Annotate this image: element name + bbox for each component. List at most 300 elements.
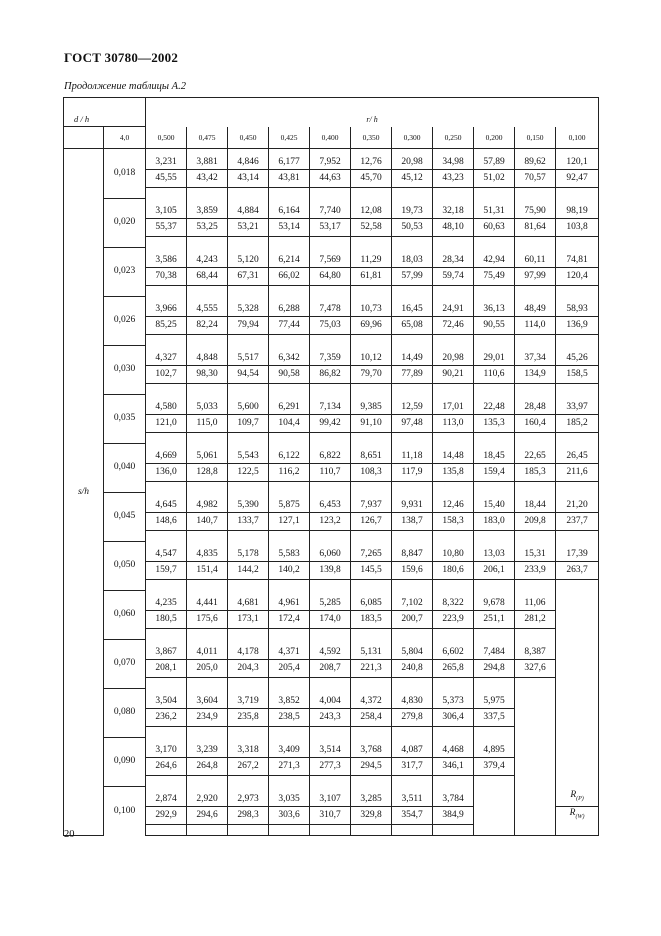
cell-rp: 5,517 (228, 345, 269, 366)
cell-rw: 183,0 (474, 513, 515, 531)
cell-rw: 60,63 (474, 219, 515, 237)
cell-rw: 86,82 (310, 366, 351, 384)
cell-rp: 10,12 (351, 345, 392, 366)
cell-rp: 2,973 (228, 786, 269, 807)
cell-gap (228, 286, 269, 297)
cell-rw: 206,1 (474, 562, 515, 580)
cell-gap (310, 531, 351, 542)
column-header: 0,475 (187, 127, 228, 149)
cell-rw: 205,0 (187, 660, 228, 678)
cell-rp: 4,848 (187, 345, 228, 366)
cell-rp: 89,62 (515, 149, 556, 170)
cell-rp: 29,01 (474, 345, 515, 366)
cell-rp: 14,49 (392, 345, 433, 366)
cell-gap (228, 580, 269, 591)
cell-rw: 81,64 (515, 219, 556, 237)
cell-rw: 159,6 (392, 562, 433, 580)
cell-rw: 211,6 (556, 464, 599, 482)
cell-rp: 3,881 (187, 149, 228, 170)
cell-rp: 16,45 (392, 296, 433, 317)
cell-gap (556, 776, 599, 787)
cell-rp: 12,08 (351, 198, 392, 219)
cell-gap (474, 629, 515, 640)
cell-gap (515, 286, 556, 297)
cell-rp: 24,91 (433, 296, 474, 317)
cell-rp: 8,322 (433, 590, 474, 611)
cell-rw: 70,38 (146, 268, 187, 286)
cell-gap (310, 580, 351, 591)
cell-gap (187, 237, 228, 248)
cell-rw: 99,42 (310, 415, 351, 433)
cell-rp: 5,328 (228, 296, 269, 317)
cell-rw (474, 807, 515, 825)
table-row (64, 149, 599, 170)
cell-gap (392, 433, 433, 444)
table-row (64, 737, 599, 758)
cell-gap (556, 531, 599, 542)
column-header: 0,300 (392, 127, 433, 149)
cell-gap (187, 188, 228, 199)
cell-rw: 172,4 (269, 611, 310, 629)
cell-rw: 264,8 (187, 758, 228, 776)
cell-gap (392, 531, 433, 542)
cell-rw: 97,99 (515, 268, 556, 286)
cell-gap (146, 335, 187, 346)
cell-gap (146, 678, 187, 689)
cell-gap (310, 433, 351, 444)
cell-gap (556, 629, 599, 640)
cell-rp: 8,651 (351, 443, 392, 464)
cell-rp: 4,592 (310, 639, 351, 660)
cell-gap (228, 727, 269, 738)
cell-gap (310, 384, 351, 395)
cell-rw: 180,5 (146, 611, 187, 629)
cell-rw: 109,7 (228, 415, 269, 433)
dh-value: 0,040 (104, 443, 146, 492)
cell-rw: 159,7 (146, 562, 187, 580)
cell-gap (515, 678, 556, 689)
cell-rw: 310,7 (310, 807, 351, 825)
cell-gap (269, 286, 310, 297)
cell-rp: 33,97 (556, 394, 599, 415)
cell-gap (515, 188, 556, 199)
cell-rw: 379,4 (474, 758, 515, 776)
cell-rp: 9,678 (474, 590, 515, 611)
cell-rp: 3,239 (187, 737, 228, 758)
cell-rp: 3,107 (310, 786, 351, 807)
cell-rw: 115,0 (187, 415, 228, 433)
cell-rw: 102,7 (146, 366, 187, 384)
cell-rp: 22,48 (474, 394, 515, 415)
cell-rw: 79,94 (228, 317, 269, 335)
cell-gap (433, 678, 474, 689)
cell-rw: 113,0 (433, 415, 474, 433)
cell-rw: 110,6 (474, 366, 515, 384)
cell-gap (392, 580, 433, 591)
cell-rw: 175,6 (187, 611, 228, 629)
cell-rw: 61,81 (351, 268, 392, 286)
cell-gap (228, 629, 269, 640)
cell-rw: 65,08 (392, 317, 433, 335)
cell-rp: 7,740 (310, 198, 351, 219)
cell-rp: 7,359 (310, 345, 351, 366)
cell-gap (556, 286, 599, 297)
cell-gap (515, 629, 556, 640)
cell-rp: 6,122 (269, 443, 310, 464)
dh-value: 0,070 (104, 639, 146, 688)
cell-gap (269, 188, 310, 199)
cell-rp: 7,265 (351, 541, 392, 562)
cell-gap (228, 482, 269, 493)
cell-rw: 117,9 (392, 464, 433, 482)
cell-rp: 4,235 (146, 590, 187, 611)
cell-gap (269, 482, 310, 493)
cell-rw: 104,4 (269, 415, 310, 433)
rh-label: r/ h (366, 114, 378, 124)
cell-gap (187, 776, 228, 787)
cell-rw: 185,2 (556, 415, 599, 433)
cell-gap (310, 776, 351, 787)
cell-rp: 98,19 (556, 198, 599, 219)
cell-rp: 6,177 (269, 149, 310, 170)
cell-rw: 329,8 (351, 807, 392, 825)
dh-value: 0,080 (104, 688, 146, 737)
cell-gap (474, 237, 515, 248)
cell-gap (351, 580, 392, 591)
cell-rw: 90,58 (269, 366, 310, 384)
cell-rw: 140,2 (269, 562, 310, 580)
cell-rp: 7,484 (474, 639, 515, 660)
cell-gap (433, 188, 474, 199)
cell-rw: 294,5 (351, 758, 392, 776)
cell-rp: 4,555 (187, 296, 228, 317)
cell-gap (269, 629, 310, 640)
cell-rp: 8,387 (515, 639, 556, 660)
cell-rp: 3,784 (433, 786, 474, 807)
column-header: 0,350 (351, 127, 392, 149)
cell-rp: 3,409 (269, 737, 310, 758)
cell-rw: 85,25 (146, 317, 187, 335)
cell-rw: 138,7 (392, 513, 433, 531)
cell-rw: 92,47 (556, 170, 599, 188)
cell-rp: 5,975 (474, 688, 515, 709)
cell-gap (269, 727, 310, 738)
cell-gap (310, 286, 351, 297)
cell-gap (392, 825, 433, 836)
cell-gap (556, 384, 599, 395)
cell-rw: 145,5 (351, 562, 392, 580)
column-header: 0,450 (228, 127, 269, 149)
table-row (64, 345, 599, 366)
cell-rp: 5,373 (433, 688, 474, 709)
cell-rw: 223,9 (433, 611, 474, 629)
cell-rw: 292,9 (146, 807, 187, 825)
cell-rw: 136,0 (146, 464, 187, 482)
cell-rp: 5,583 (269, 541, 310, 562)
cell-rp: 17,01 (433, 394, 474, 415)
cell-gap (269, 825, 310, 836)
cell-gap (392, 188, 433, 199)
cell-rp: 3,511 (392, 786, 433, 807)
cell-rw: 160,4 (515, 415, 556, 433)
cell-rw: 237,7 (556, 513, 599, 531)
cell-rw: 279,8 (392, 709, 433, 727)
cell-rp: 3,318 (228, 737, 269, 758)
cell-gap (556, 237, 599, 248)
cell-gap (146, 580, 187, 591)
cell-rp (474, 786, 515, 807)
cell-rp: 3,852 (269, 688, 310, 709)
legend-rw: $R_{(W)}$ (569, 808, 585, 821)
cell-rp: 15,40 (474, 492, 515, 513)
cell-gap (269, 531, 310, 542)
cell-rw: 43,42 (187, 170, 228, 188)
cell-gap (392, 384, 433, 395)
cell-gap (433, 286, 474, 297)
cell-rp: 10,80 (433, 541, 474, 562)
cell-gap (310, 237, 351, 248)
cell-rp: 4,884 (228, 198, 269, 219)
cell-rw: 144,2 (228, 562, 269, 580)
cell-rp: 4,669 (146, 443, 187, 464)
cell-rp: 34,98 (433, 149, 474, 170)
cell-gap (556, 727, 599, 738)
cell-gap (351, 629, 392, 640)
column-header: 0,425 (269, 127, 310, 149)
cell-gap (392, 237, 433, 248)
cell-rp: 6,602 (433, 639, 474, 660)
cell-gap (474, 433, 515, 444)
cell-rw: 128,8 (187, 464, 228, 482)
cell-rw: 123,2 (310, 513, 351, 531)
cell-gap (556, 825, 599, 836)
table-row (64, 492, 599, 513)
cell-rp (515, 688, 556, 709)
cell-gap (310, 335, 351, 346)
column-header: 0,500 (146, 127, 187, 149)
cell-rp: 3,768 (351, 737, 392, 758)
cell-gap (515, 825, 556, 836)
cell-rp: 4,011 (187, 639, 228, 660)
cell-rw: 298,3 (228, 807, 269, 825)
cell-rw: 337,5 (474, 709, 515, 727)
cell-rp: 6,288 (269, 296, 310, 317)
cell-rw: 122,5 (228, 464, 269, 482)
cell-rp (556, 590, 599, 611)
cell-rp: 5,061 (187, 443, 228, 464)
cell-rp: 7,102 (392, 590, 433, 611)
cell-rw: 75,49 (474, 268, 515, 286)
rh-header (146, 98, 599, 127)
cell-gap (187, 482, 228, 493)
cell-rp: 4,004 (310, 688, 351, 709)
cell-gap (474, 384, 515, 395)
cell-rp: 4,441 (187, 590, 228, 611)
cell-gap (474, 776, 515, 787)
cell-rw: 258,4 (351, 709, 392, 727)
cell-rp: 4,468 (433, 737, 474, 758)
cell-rw: 43,14 (228, 170, 269, 188)
cell-rw: 94,54 (228, 366, 269, 384)
cell-rw: 59,74 (433, 268, 474, 286)
cell-rw: 66,02 (269, 268, 310, 286)
cell-rw: 67,31 (228, 268, 269, 286)
table-row (64, 198, 599, 219)
cell-rp (556, 737, 599, 758)
cell-rw: 294,8 (474, 660, 515, 678)
cell-rw: 251,1 (474, 611, 515, 629)
cell-gap (228, 531, 269, 542)
cell-rw: 267,2 (228, 758, 269, 776)
column-header: 0,400 (310, 127, 351, 149)
cell-rw: 55,37 (146, 219, 187, 237)
cell-gap (474, 286, 515, 297)
cell-rp: 36,13 (474, 296, 515, 317)
cell-gap (433, 482, 474, 493)
cell-gap (269, 433, 310, 444)
cell-gap (392, 629, 433, 640)
table-row (64, 296, 599, 317)
cell-gap (556, 188, 599, 199)
cell-rp: 7,134 (310, 394, 351, 415)
cell-gap (269, 237, 310, 248)
cell-rp: 75,90 (515, 198, 556, 219)
cell-gap (515, 531, 556, 542)
cell-rw: 68,44 (187, 268, 228, 286)
cell-rw: 235,8 (228, 709, 269, 727)
cell-rw: 185,3 (515, 464, 556, 482)
cell-rp: 9,931 (392, 492, 433, 513)
cell-rp: 4,547 (146, 541, 187, 562)
cell-rp: 4,681 (228, 590, 269, 611)
cell-rp: 18,03 (392, 247, 433, 268)
cell-rw: 271,3 (269, 758, 310, 776)
cell-rp: 9,385 (351, 394, 392, 415)
dh-value: 0,100 (104, 786, 146, 836)
cell-rw: 238,5 (269, 709, 310, 727)
cell-rw: 183,5 (351, 611, 392, 629)
table-row (64, 590, 599, 611)
table-row (64, 786, 599, 807)
cell-rp: 120,1 (556, 149, 599, 170)
cell-gap (187, 433, 228, 444)
cell-rw: 77,44 (269, 317, 310, 335)
cell-gap (228, 678, 269, 689)
cell-rw: 174,0 (310, 611, 351, 629)
cell-rp: 12,76 (351, 149, 392, 170)
cell-rp: 3,586 (146, 247, 187, 268)
cell-rp: 18,44 (515, 492, 556, 513)
cell-gap (187, 335, 228, 346)
cell-gap (228, 188, 269, 199)
cell-gap (474, 482, 515, 493)
cell-rp: 4,243 (187, 247, 228, 268)
cell-rp: 3,035 (269, 786, 310, 807)
cell-rp: 5,804 (392, 639, 433, 660)
cell-rw: 90,21 (433, 366, 474, 384)
cell-gap (515, 482, 556, 493)
cell-gap (515, 580, 556, 591)
cell-rp: 5,543 (228, 443, 269, 464)
cell-rw: 204,3 (228, 660, 269, 678)
cell-gap (351, 727, 392, 738)
cell-gap (351, 776, 392, 787)
cell-gap (351, 678, 392, 689)
cell-rw: 384,9 (433, 807, 474, 825)
cell-rp: 5,390 (228, 492, 269, 513)
cell-rp: 4,580 (146, 394, 187, 415)
cell-rp: 6,291 (269, 394, 310, 415)
cell-rp: 10,73 (351, 296, 392, 317)
cell-gap (146, 776, 187, 787)
cell-gap (392, 776, 433, 787)
cell-rp: 12,46 (433, 492, 474, 513)
column-header: 0,100 (556, 127, 599, 149)
cell-rp: 4,645 (146, 492, 187, 513)
cell-rw: 346,1 (433, 758, 474, 776)
cell-rw: 48,10 (433, 219, 474, 237)
cell-gap (433, 580, 474, 591)
cell-rw: 264,6 (146, 758, 187, 776)
cell-rp: 4,327 (146, 345, 187, 366)
cell-rw: 133,7 (228, 513, 269, 531)
cell-gap (187, 384, 228, 395)
cell-rp: 21,20 (556, 492, 599, 513)
cell-gap (515, 237, 556, 248)
cell-rp: 6,085 (351, 590, 392, 611)
cell-gap (351, 286, 392, 297)
column-header-row (64, 127, 599, 149)
cell-rp: 5,875 (269, 492, 310, 513)
cell-gap (351, 531, 392, 542)
cell-gap (433, 727, 474, 738)
cell-rw: 53,25 (187, 219, 228, 237)
cell-rw: 134,9 (515, 366, 556, 384)
table-row (64, 688, 599, 709)
cell-gap (146, 286, 187, 297)
cell-rw: 70,57 (515, 170, 556, 188)
cell-rw: 114,0 (515, 317, 556, 335)
table-row (64, 541, 599, 562)
cell-rp: 7,569 (310, 247, 351, 268)
cell-gap (515, 727, 556, 738)
cell-gap (146, 825, 187, 836)
dh-value: 0,018 (104, 149, 146, 199)
cell-rw: 75,03 (310, 317, 351, 335)
cell-gap (474, 531, 515, 542)
cell-gap (146, 727, 187, 738)
cell-rw: 108,3 (351, 464, 392, 482)
cell-rp: 57,89 (474, 149, 515, 170)
cell-rp: 6,214 (269, 247, 310, 268)
cell-gap (433, 335, 474, 346)
cell-gap (269, 384, 310, 395)
dh-value: 0,045 (104, 492, 146, 541)
cell-gap (556, 678, 599, 689)
cell-rw: 173,1 (228, 611, 269, 629)
cell-rp: 22,65 (515, 443, 556, 464)
cell-gap (556, 433, 599, 444)
cell-rw: 233,9 (515, 562, 556, 580)
cell-rp: 20,98 (433, 345, 474, 366)
table-row (64, 443, 599, 464)
cell-gap (146, 433, 187, 444)
cell-rw: 221,3 (351, 660, 392, 678)
page-number: 20 (64, 829, 75, 840)
cell-gap (351, 482, 392, 493)
document-title: ГОСТ 30780—2002 (64, 50, 179, 65)
cell-gap (187, 825, 228, 836)
